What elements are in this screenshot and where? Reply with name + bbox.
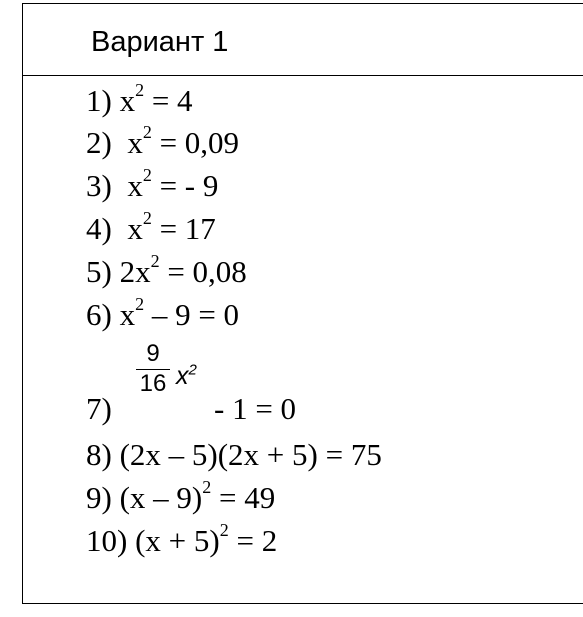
task-base: x	[111, 168, 143, 203]
task-5	[86, 250, 247, 289]
task-exponent: 2	[150, 250, 160, 271]
task-number: 6)	[86, 297, 112, 332]
task-base: x	[111, 125, 143, 160]
task-base: x	[111, 211, 143, 246]
task-number: 3)	[86, 168, 112, 203]
task-base: (x – 9)	[111, 480, 203, 515]
task-7-rest: - 1 = 0	[214, 391, 297, 426]
task-exponent: 2	[135, 293, 145, 314]
fraction-denominator: 16	[139, 370, 167, 397]
task-number: 1)	[86, 83, 112, 118]
task-1	[86, 79, 193, 118]
task-rest: = 0,08	[159, 254, 247, 289]
task-rest: – 9 = 0	[144, 297, 240, 332]
task-exponent: 2	[142, 121, 152, 142]
task-base: (x + 5)	[127, 523, 220, 558]
fraction-variable	[176, 362, 197, 390]
task-number: 4)	[86, 211, 112, 246]
task-rest: = - 9	[151, 168, 219, 203]
task-3	[86, 164, 219, 203]
task-rest: = 4	[144, 83, 193, 118]
task-rest: = 2	[228, 523, 278, 558]
task-rest: = 49	[211, 480, 276, 515]
task-exponent: 2	[142, 207, 152, 228]
task-expression: (2x – 5)(2x + 5) = 75	[111, 437, 382, 472]
task-number: 5)	[86, 254, 112, 289]
task-exponent: 2	[135, 79, 145, 100]
task-exponent: 2	[142, 164, 152, 185]
variable-exponent: 2	[188, 361, 197, 379]
variable-letter: x	[176, 362, 189, 390]
task-exponent: 2	[219, 519, 229, 540]
task-number: 2)	[86, 125, 112, 160]
variant-title: Вариант 1	[91, 26, 229, 58]
fraction	[136, 341, 170, 397]
fraction-numerator: 9	[146, 340, 160, 367]
task-number: 10)	[86, 523, 128, 558]
task-10	[86, 519, 278, 558]
task-base: x	[111, 297, 136, 332]
task-rest: = 17	[151, 211, 216, 246]
task-number: 9)	[86, 480, 112, 515]
task-4	[86, 207, 216, 246]
task-8	[86, 438, 382, 472]
task-exponent: 2	[202, 476, 212, 497]
task-6	[86, 293, 240, 332]
task-base: x	[111, 83, 136, 118]
header-cell	[23, 4, 583, 76]
task-base: 2x	[111, 254, 151, 289]
task-7-number: 7)	[86, 391, 112, 426]
task-number: 8)	[86, 437, 112, 472]
task-2	[86, 121, 240, 160]
task-9	[86, 476, 276, 515]
task-rest: = 0,09	[151, 125, 240, 160]
